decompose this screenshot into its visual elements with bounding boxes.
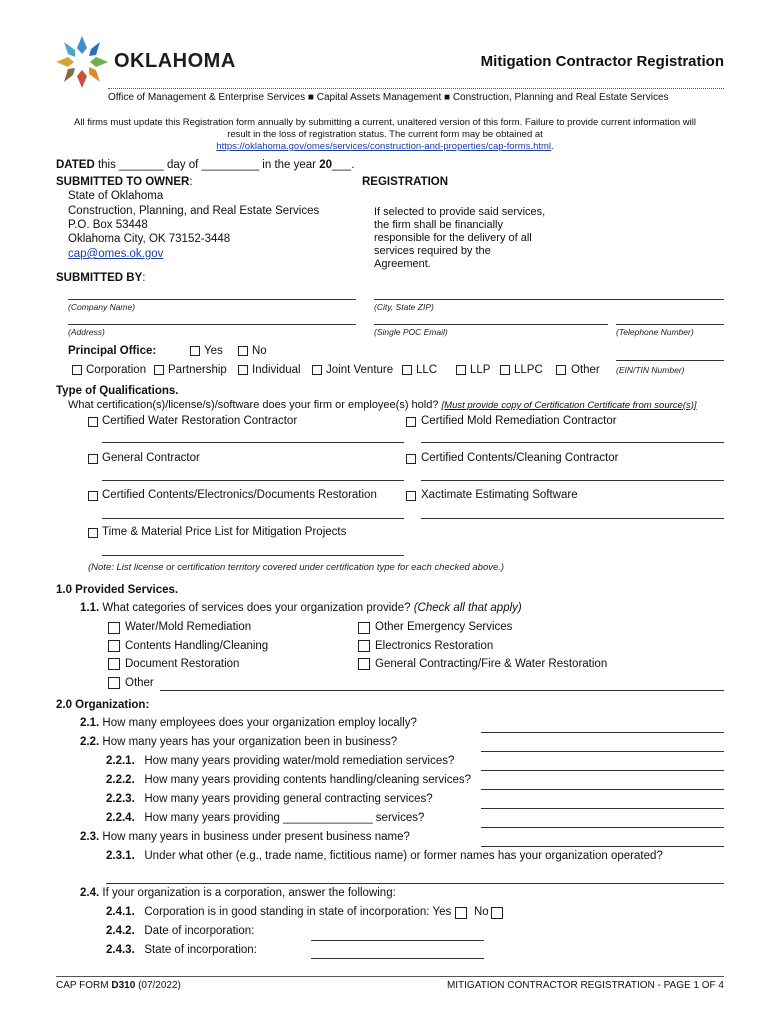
- entity-corporation-label: Corporation: [86, 364, 147, 376]
- svc-emergency-checkbox[interactable]: [358, 622, 370, 634]
- poc-email-label: (Single POC Email): [374, 327, 448, 337]
- footer-divider: [56, 976, 724, 977]
- qual-electronics-documents-field[interactable]: [102, 518, 404, 519]
- question-2-2-3: [106, 793, 433, 805]
- answer-2-2-1-field[interactable]: [481, 770, 724, 771]
- qual-mold-remediation-field[interactable]: [421, 442, 724, 443]
- owner-heading-text: SUBMITTED TO OWNER: [56, 176, 190, 188]
- organization-heading: 2.0 Organization:: [56, 699, 150, 711]
- svc-contents-handling-checkbox[interactable]: [108, 640, 120, 652]
- owner-line: Construction, Planning, and Real Estate Services: [68, 205, 320, 217]
- question-2-2: [80, 736, 397, 748]
- dated-year-suffix: ___.: [332, 159, 355, 171]
- question-2-1: [80, 717, 417, 729]
- registration-line: the firm shall be financially: [374, 219, 504, 231]
- entity-other-checkbox[interactable]: [556, 365, 566, 375]
- answer-2-3-1-field[interactable]: [106, 883, 724, 884]
- principal-office-label: Principal Office:: [68, 345, 157, 357]
- intro-link-suffix: .: [551, 141, 554, 152]
- telephone-field[interactable]: [616, 324, 724, 325]
- question-text: Date of incorporation:: [144, 925, 255, 937]
- question-2-2-2: [106, 774, 471, 786]
- question-text: How many years providing water/mold remediation services?: [144, 755, 455, 767]
- qual-time-material-checkbox[interactable]: [88, 528, 98, 538]
- services-heading: 1.0 Provided Services.: [56, 584, 179, 596]
- question-number: 2.2.4.: [106, 812, 135, 824]
- question-text: How many years providing ______________ services?: [144, 812, 425, 824]
- question-number: 2.4.1.: [106, 906, 135, 918]
- question-text: How many employees does your organization employ locally?: [102, 717, 417, 729]
- qualifications-note: (Note: List license or certification territory covered under certification type for each checked above.): [88, 562, 505, 573]
- poc-email-field[interactable]: [374, 324, 608, 325]
- question-text: State of incorporation:: [144, 944, 257, 956]
- submitted-by-heading: [56, 272, 145, 284]
- footer-form-number: D310: [111, 980, 136, 991]
- qual-contents-cleaning-field[interactable]: [421, 480, 724, 481]
- submitted-by-text: SUBMITTED BY: [56, 272, 143, 284]
- dated-text: this _______ day of _________ in the year: [97, 159, 317, 171]
- qualifications-heading: Type of Qualifications.: [56, 385, 179, 397]
- good-standing-yes-checkbox[interactable]: [455, 907, 467, 919]
- qual-time-material-field[interactable]: [102, 555, 404, 556]
- qual-xactimate-field[interactable]: [421, 518, 724, 519]
- svc-general-contracting-label: General Contracting/Fire & Water Restoration: [375, 658, 608, 670]
- svc-contents-handling-label: Contents Handling/Cleaning: [125, 640, 269, 652]
- dated-label: DATED: [56, 159, 95, 171]
- question-number: 2.4.3.: [106, 944, 135, 956]
- services-check-all: (Check all that apply): [413, 602, 522, 614]
- qual-mold-remediation-label: Certified Mold Remediation Contractor: [421, 415, 617, 427]
- qual-water-restoration-label: Certified Water Restoration Contractor: [102, 415, 298, 427]
- cap-forms-link[interactable]: https://oklahoma.gov/omes/services/construction-and-properties/cap-forms.html: [216, 141, 552, 152]
- intro-line-1: All firms must update this Registration form annually by submitting a current, unaltered version of this form. Failure to provide current information will: [74, 117, 696, 128]
- answer-2-3-field[interactable]: [481, 846, 724, 847]
- date-of-incorporation-field[interactable]: [311, 940, 484, 941]
- question-number: 2.3.1.: [106, 850, 135, 862]
- qual-general-contractor-field[interactable]: [102, 480, 404, 481]
- qual-water-restoration-checkbox[interactable]: [88, 417, 98, 427]
- answer-2-2-2-field[interactable]: [481, 789, 724, 790]
- owner-colon: :: [189, 176, 193, 188]
- entity-llpc-label: LLPC: [514, 364, 543, 376]
- footer-form-prefix: CAP FORM: [56, 980, 112, 991]
- qualifications-question: [68, 399, 697, 411]
- svc-other-label: Other: [125, 677, 154, 689]
- question-2-2-1: [106, 755, 454, 767]
- city-state-zip-field[interactable]: [374, 299, 724, 300]
- owner-line: P.O. Box 53448: [68, 219, 148, 231]
- ein-field[interactable]: [616, 360, 724, 361]
- question-text: Under what other (e.g., trade name, fictitious name) or former names has your organization operated?: [144, 850, 663, 862]
- intro-line-2: result in the loss of registration status. The current form may be obtained at: [227, 129, 543, 140]
- entity-partnership-checkbox[interactable]: [154, 365, 164, 375]
- intro-line-3: [0, 141, 770, 152]
- entity-joint-venture-checkbox[interactable]: [312, 365, 322, 375]
- address-field[interactable]: [68, 324, 356, 325]
- header-divider: [108, 88, 724, 89]
- question-2-3-1: [106, 850, 663, 862]
- answer-2-2-3-field[interactable]: [481, 808, 724, 809]
- question-text: How many years providing general contracting services?: [144, 793, 433, 805]
- question-number: 2.2.: [80, 736, 100, 748]
- question-number: 2.3.: [80, 831, 100, 843]
- question-number: 2.4.2.: [106, 925, 135, 937]
- telephone-label: (Telephone Number): [616, 327, 694, 337]
- qualifications-question-text: What certification(s)/license/s)/software does your firm or employee(s) hold?: [68, 399, 439, 411]
- dated-year-prefix: 20: [319, 159, 333, 171]
- services-question-number: 1.1.: [80, 602, 100, 614]
- question-2-4-2: [106, 925, 254, 937]
- answer-2-2-4-field[interactable]: [481, 827, 724, 828]
- city-state-zip-label: (City, State ZIP): [374, 302, 434, 312]
- question-text: How many years in business under present business name?: [102, 831, 410, 843]
- svc-general-contracting-checkbox[interactable]: [358, 658, 370, 670]
- qual-water-restoration-field[interactable]: [102, 442, 404, 443]
- footer-page-number: MITIGATION CONTRACTOR REGISTRATION - PAGE 1 OF 4: [446, 980, 724, 991]
- logo-star-icon: [54, 34, 110, 90]
- question-2-4: [80, 887, 396, 899]
- question-2-4-1: [106, 906, 451, 918]
- entity-joint-venture-label: Joint Venture: [326, 364, 394, 376]
- submitted-by-colon: :: [142, 272, 146, 284]
- entity-individual-label: Individual: [252, 364, 301, 376]
- owner-email-link[interactable]: cap@omes.ok.gov: [68, 248, 164, 260]
- entity-llpc-checkbox[interactable]: [500, 365, 510, 375]
- question-text: If your organization is a corporation, answer the following:: [102, 887, 396, 899]
- question-text: How many years providing contents handling/cleaning services?: [144, 774, 472, 786]
- question-text: How many years has your organization been in business?: [102, 736, 398, 748]
- header-subtitle: Office of Management & Enterprise Services ■ Capital Assets Management ■ Construction, Planning and Real Estate Services: [108, 92, 669, 103]
- dated-line: [56, 159, 354, 171]
- services-question: [80, 602, 522, 614]
- question-number: 2.1.: [80, 717, 100, 729]
- qual-time-material-label: Time & Material Price List for Mitigation Projects: [102, 526, 347, 538]
- qual-general-contractor-checkbox[interactable]: [88, 454, 98, 464]
- entity-llp-label: LLP: [470, 364, 491, 376]
- ein-label: (EIN/TIN Number): [616, 365, 685, 375]
- qual-contents-cleaning-label: Certified Contents/Cleaning Contractor: [421, 452, 619, 464]
- answer-2-1-field[interactable]: [481, 732, 724, 733]
- entity-other-label: Other: [571, 364, 600, 376]
- state-of-incorporation-field[interactable]: [311, 958, 484, 959]
- principal-office-no-checkbox[interactable]: [238, 346, 248, 356]
- entity-corporation-checkbox[interactable]: [72, 365, 82, 375]
- question-2-4-3: [106, 944, 257, 956]
- question-text: Corporation is in good standing in state of incorporation: Yes: [144, 906, 452, 918]
- certificate-note: [Must provide copy of Certification Certificate from source(s)]: [441, 400, 697, 411]
- svc-electronics-label: Electronics Restoration: [375, 640, 494, 652]
- registration-line: Agreement.: [374, 258, 431, 270]
- svc-emergency-label: Other Emergency Services: [375, 621, 513, 633]
- principal-office-no-label: No: [252, 345, 267, 357]
- qual-electronics-documents-checkbox[interactable]: [88, 491, 98, 501]
- svc-document-restoration-label: Document Restoration: [125, 658, 240, 670]
- qual-electronics-documents-label: Certified Contents/Electronics/Documents Restoration: [102, 489, 377, 501]
- entity-llc-checkbox[interactable]: [402, 365, 412, 375]
- principal-office-yes-checkbox[interactable]: [190, 346, 200, 356]
- answer-2-2-field[interactable]: [481, 751, 724, 752]
- qual-contents-cleaning-checkbox[interactable]: [406, 454, 416, 464]
- question-2-3: [80, 831, 410, 843]
- owner-line: State of Oklahoma: [68, 190, 164, 202]
- footer-form-id: [56, 980, 181, 991]
- question-number: 2.4.: [80, 887, 100, 899]
- svc-water-mold-checkbox[interactable]: [108, 622, 120, 634]
- oklahoma-logo: [54, 34, 110, 90]
- company-name-label: (Company Name): [68, 302, 136, 312]
- question-number: 2.2.1.: [106, 755, 135, 767]
- owner-heading: [56, 176, 193, 188]
- address-label: (Address): [68, 327, 105, 337]
- qual-general-contractor-label: General Contractor: [102, 452, 200, 464]
- entity-llp-checkbox[interactable]: [456, 365, 466, 375]
- svc-document-restoration-checkbox[interactable]: [108, 658, 120, 670]
- company-name-field[interactable]: [68, 299, 356, 300]
- svc-other-field[interactable]: [160, 690, 724, 691]
- good-standing-no-checkbox[interactable]: [491, 907, 503, 919]
- principal-office-yes-label: Yes: [204, 345, 223, 357]
- registration-line: responsible for the delivery of all: [374, 232, 532, 244]
- registration-line: If selected to provide said services,: [374, 206, 546, 218]
- qual-xactimate-label: Xactimate Estimating Software: [421, 489, 578, 501]
- owner-line: Oklahoma City, OK 73152-3448: [68, 233, 231, 245]
- qual-xactimate-checkbox[interactable]: [406, 491, 416, 501]
- entity-partnership-label: Partnership: [168, 364, 227, 376]
- svc-water-mold-label: Water/Mold Remediation: [125, 621, 252, 633]
- entity-individual-checkbox[interactable]: [238, 365, 248, 375]
- registration-heading: REGISTRATION: [362, 176, 449, 188]
- good-standing-no-label: No: [474, 906, 489, 918]
- svc-electronics-checkbox[interactable]: [358, 640, 370, 652]
- qual-mold-remediation-checkbox[interactable]: [406, 417, 416, 427]
- services-question-text: What categories of services does your organization provide?: [102, 602, 411, 614]
- question-2-2-4: [106, 812, 424, 824]
- page-title: Mitigation Contractor Registration: [480, 53, 724, 70]
- entity-llc-label: LLC: [416, 364, 438, 376]
- svc-other-checkbox[interactable]: [108, 677, 120, 689]
- footer-form-date: (07/2022): [135, 980, 181, 991]
- logo-text: OKLAHOMA: [114, 50, 236, 72]
- question-number: 2.2.2.: [106, 774, 135, 786]
- question-number: 2.2.3.: [106, 793, 135, 805]
- registration-line: services required by the: [374, 245, 491, 257]
